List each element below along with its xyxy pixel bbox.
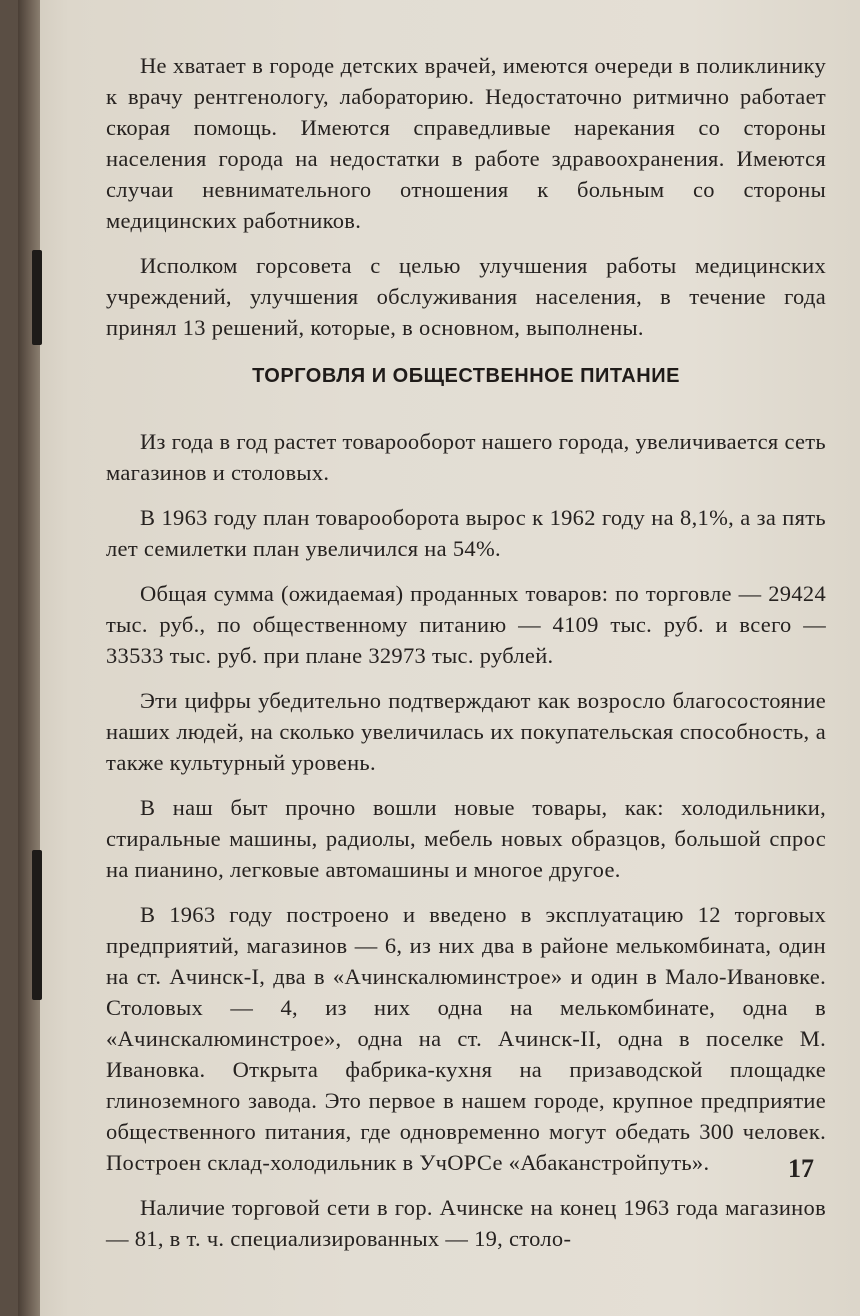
page-text [106, 50, 826, 1268]
book-spine [18, 0, 40, 1316]
paragraph: Эти цифры убедительно подтверждают как возросло благосостояние наших людей, на сколько увеличилась их покупательская способность, а также культурный уровень. [106, 688, 826, 775]
page-number: 17 [788, 1154, 814, 1183]
binding-stitch [32, 850, 42, 1000]
section-heading: ТОРГОВЛЯ И ОБЩЕСТВЕННОЕ ПИТАНИЕ [252, 365, 680, 387]
paragraph: Общая сумма (ожидаемая) проданных товаров: по торговле — 29424 тыс. руб., по общественному питанию — 4109 тыс. руб. и всего — 33533 тыс. руб. при плане 32973 тыс. рублей. [106, 581, 826, 668]
paragraph: Не хватает в городе детских врачей, имеются очереди в поликлинику к врачу рентгенологу, лабораторию. Недостаточно ритмично работает скорая помощь. Имеются справедливые нарекания со стороны населения города на недостатки в работе здравоохранения. Имеются случаи невнимательного отношения к больным со стороны медицинских работников. [106, 53, 826, 233]
paragraph: Исполком горсовета с целью улучшения работы медицинских учреждений, улучшения обслуживания населения, в течение года принял 13 решений, которые, в основном, выполнены. [106, 253, 826, 340]
paragraph: В 1963 году план товарооборота вырос к 1962 году на 8,1%, а за пять лет семилетки план увеличился на 54%. [106, 505, 826, 561]
binding-stitch [32, 250, 42, 345]
paragraph: В 1963 году построено и введено в эксплуатацию 12 торговых предприятий, магазинов — 6, из них два в районе мелькомбината, один на ст. Ачинск-I, два в «Ачинскалюминстрое» и один в Мало-Ивановке. Столовых — 4, из них одна на мелькомбинате, одна в «Ачинскалюминстрое», одна на ст. Ачинск-II, одна в поселке М. Ивановка. Открыта фабрика-кухня на призаводской площадке глиноземного завода. Это первое в нашем городе, крупное предприятие общественного питания, где одновременно могут обедать 300 человек. Построен склад-холодильник в УчОРСе «Абаканстройпуть». [106, 902, 826, 1175]
book-page [18, 0, 860, 1316]
paragraph: Из года в год растет товарооборот нашего города, увеличивается сеть магазинов и столовых. [106, 429, 826, 485]
paragraph: Наличие торговой сети в гор. Ачинске на конец 1963 года магазинов — 81, в т. ч. специализированных — 19, столо- [106, 1195, 826, 1251]
paragraph: В наш быт прочно вошли новые товары, как: холодильники, стиральные машины, радиолы, мебель новых образцов, большой спрос на пианино, легковые автомашины и многое другое. [106, 795, 826, 882]
